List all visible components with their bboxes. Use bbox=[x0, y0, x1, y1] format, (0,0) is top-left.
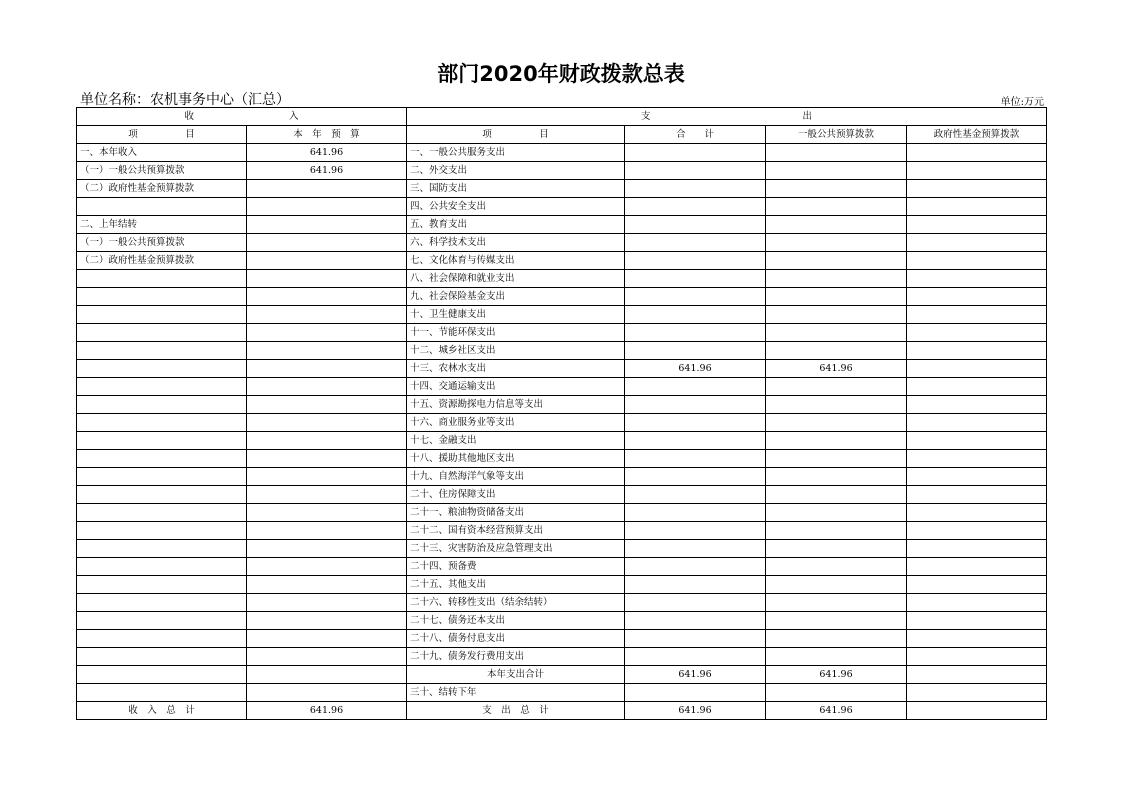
income-budget-cell bbox=[247, 324, 407, 342]
expense-item-cell: 二十三、灾害防治及应急管理支出 bbox=[407, 540, 625, 558]
expense-item-cell: 十五、资源勘探电力信息等支出 bbox=[407, 396, 625, 414]
expense-header: 支 出 bbox=[407, 108, 1047, 126]
total-cell bbox=[625, 612, 766, 630]
income-budget-cell bbox=[247, 414, 407, 432]
expense-item-cell: 七、文化体育与传媒支出 bbox=[407, 252, 625, 270]
fund-cell bbox=[907, 468, 1047, 486]
general-cell bbox=[766, 414, 907, 432]
income-total-value: 641.96 bbox=[247, 702, 407, 720]
expense-item-cell: 三、国防支出 bbox=[407, 180, 625, 198]
income-item-cell: （二）政府性基金预算拨款 bbox=[77, 180, 247, 198]
general-cell bbox=[766, 216, 907, 234]
general-header: 一般公共预算拨款 bbox=[766, 126, 907, 144]
table-row bbox=[77, 504, 1047, 522]
expense-item-cell: 二十九、债务发行费用支出 bbox=[407, 648, 625, 666]
general-cell bbox=[766, 450, 907, 468]
general-cell bbox=[766, 198, 907, 216]
expense-item-cell: 二十一、粮油物资储备支出 bbox=[407, 504, 625, 522]
fund-cell bbox=[907, 558, 1047, 576]
table-row bbox=[77, 630, 1047, 648]
income-budget-cell bbox=[247, 486, 407, 504]
general-cell bbox=[766, 594, 907, 612]
general-cell bbox=[766, 468, 907, 486]
income-budget-cell bbox=[247, 288, 407, 306]
total-cell bbox=[625, 270, 766, 288]
fund-cell bbox=[907, 414, 1047, 432]
expense-item-cell: 二十六、转移性支出（结余结转） bbox=[407, 594, 625, 612]
fund-cell bbox=[907, 684, 1047, 702]
page-title: 部门2020年财政拨款总表 bbox=[437, 62, 685, 86]
expense-item-cell: 九、社会保险基金支出 bbox=[407, 288, 625, 306]
general-cell bbox=[766, 378, 907, 396]
income-budget-cell bbox=[247, 306, 407, 324]
income-budget-cell: 641.96 bbox=[247, 162, 407, 180]
general-cell bbox=[766, 342, 907, 360]
income-budget-cell bbox=[247, 450, 407, 468]
income-item-cell: （二）政府性基金预算拨款 bbox=[77, 252, 247, 270]
fund-cell bbox=[907, 450, 1047, 468]
general-cell bbox=[766, 576, 907, 594]
fund-cell bbox=[907, 162, 1047, 180]
income-item-cell bbox=[77, 414, 247, 432]
expense-item-cell: 十九、自然海洋气象等支出 bbox=[407, 468, 625, 486]
table-row bbox=[77, 288, 1047, 306]
table-row bbox=[77, 180, 1047, 198]
fund-cell bbox=[907, 342, 1047, 360]
table-row bbox=[77, 198, 1047, 216]
table-row bbox=[77, 450, 1047, 468]
fund-cell bbox=[907, 540, 1047, 558]
income-budget-cell bbox=[247, 378, 407, 396]
total-cell bbox=[625, 486, 766, 504]
table-row bbox=[77, 558, 1047, 576]
general-cell bbox=[766, 558, 907, 576]
table-row bbox=[77, 342, 1047, 360]
income-item-header: 项 目 bbox=[77, 126, 247, 144]
expense-item-header: 项 目 bbox=[407, 126, 625, 144]
total-cell bbox=[625, 540, 766, 558]
general-cell bbox=[766, 288, 907, 306]
expense-item-cell: 一、一般公共服务支出 bbox=[407, 144, 625, 162]
income-item-cell bbox=[77, 378, 247, 396]
income-item-cell: （一）一般公共预算拨款 bbox=[77, 234, 247, 252]
fund-cell bbox=[907, 576, 1047, 594]
income-total-label: 收 入 总 计 bbox=[77, 702, 247, 720]
fund-cell bbox=[907, 144, 1047, 162]
budget-table bbox=[76, 107, 1047, 720]
expense-item-cell: 二十八、债务付息支出 bbox=[407, 630, 625, 648]
table-row bbox=[77, 414, 1047, 432]
expense-item-cell: 十三、农林水支出 bbox=[407, 360, 625, 378]
table-row bbox=[77, 648, 1047, 666]
total-header: 合 计 bbox=[625, 126, 766, 144]
table-row bbox=[77, 144, 1047, 162]
total-cell bbox=[625, 180, 766, 198]
total-cell bbox=[625, 576, 766, 594]
expense-item-cell: 二十、住房保障支出 bbox=[407, 486, 625, 504]
general-cell bbox=[766, 144, 907, 162]
expense-item-cell: 十二、城乡社区支出 bbox=[407, 342, 625, 360]
income-budget-cell bbox=[247, 360, 407, 378]
total-cell: 641.96 bbox=[625, 360, 766, 378]
fund-cell bbox=[907, 378, 1047, 396]
footer-total: 641.96 bbox=[625, 702, 766, 720]
income-item-cell bbox=[77, 432, 247, 450]
expense-item-cell: 二、外交支出 bbox=[407, 162, 625, 180]
general-cell bbox=[766, 504, 907, 522]
total-cell bbox=[625, 306, 766, 324]
fund-header: 政府性基金预算拨款 bbox=[907, 126, 1047, 144]
general-cell bbox=[766, 252, 907, 270]
table-row bbox=[77, 594, 1047, 612]
expense-item-cell: 十八、援助其他地区支出 bbox=[407, 450, 625, 468]
total-cell bbox=[625, 450, 766, 468]
expense-item-cell: 四、公共安全支出 bbox=[407, 198, 625, 216]
general-cell bbox=[766, 432, 907, 450]
income-budget-cell: 641.96 bbox=[247, 144, 407, 162]
income-budget-cell bbox=[247, 432, 407, 450]
table-row bbox=[77, 468, 1047, 486]
income-item-cell bbox=[77, 522, 247, 540]
general-cell bbox=[766, 396, 907, 414]
expense-item-cell: 十六、商业服务业等支出 bbox=[407, 414, 625, 432]
total-cell bbox=[625, 216, 766, 234]
total-cell bbox=[625, 684, 766, 702]
income-header: 收 入 bbox=[77, 108, 407, 126]
total-cell bbox=[625, 144, 766, 162]
table-row bbox=[77, 234, 1047, 252]
total-cell bbox=[625, 504, 766, 522]
income-budget-cell bbox=[247, 216, 407, 234]
income-item-cell bbox=[77, 306, 247, 324]
fund-cell bbox=[907, 270, 1047, 288]
table-row bbox=[77, 324, 1047, 342]
income-item-cell bbox=[77, 468, 247, 486]
general-cell bbox=[766, 630, 907, 648]
fund-cell bbox=[907, 396, 1047, 414]
total-cell bbox=[625, 234, 766, 252]
expense-item-cell: 十七、金融支出 bbox=[407, 432, 625, 450]
income-item-cell bbox=[77, 630, 247, 648]
fund-cell bbox=[907, 180, 1047, 198]
table-row bbox=[77, 360, 1047, 378]
income-budget-cell bbox=[247, 342, 407, 360]
expense-item-cell: 二十五、其他支出 bbox=[407, 576, 625, 594]
total-cell bbox=[625, 468, 766, 486]
income-item-cell bbox=[77, 396, 247, 414]
fund-cell bbox=[907, 216, 1047, 234]
header-row-sub bbox=[77, 126, 1047, 144]
total-cell bbox=[625, 252, 766, 270]
income-budget-cell bbox=[247, 504, 407, 522]
table-row bbox=[77, 216, 1047, 234]
income-item-cell bbox=[77, 684, 247, 702]
income-item-cell bbox=[77, 612, 247, 630]
fund-cell bbox=[907, 666, 1047, 684]
income-budget-cell bbox=[247, 558, 407, 576]
general-cell bbox=[766, 540, 907, 558]
header-row-top bbox=[77, 108, 1047, 126]
total-cell bbox=[625, 648, 766, 666]
income-item-cell: （一）一般公共预算拨款 bbox=[77, 162, 247, 180]
table-row bbox=[77, 522, 1047, 540]
income-item-cell bbox=[77, 450, 247, 468]
income-budget-cell bbox=[247, 594, 407, 612]
income-budget-cell bbox=[247, 468, 407, 486]
income-budget-cell bbox=[247, 576, 407, 594]
total-cell bbox=[625, 522, 766, 540]
fund-cell bbox=[907, 252, 1047, 270]
income-item-cell bbox=[77, 198, 247, 216]
general-cell bbox=[766, 612, 907, 630]
fund-cell bbox=[907, 504, 1047, 522]
income-budget-cell bbox=[247, 648, 407, 666]
income-budget-cell bbox=[247, 270, 407, 288]
total-cell bbox=[625, 432, 766, 450]
expense-item-cell: 二十七、债务还本支出 bbox=[407, 612, 625, 630]
fund-cell bbox=[907, 288, 1047, 306]
total-cell bbox=[625, 198, 766, 216]
income-budget-cell bbox=[247, 540, 407, 558]
table-row bbox=[77, 666, 1047, 684]
general-cell bbox=[766, 522, 907, 540]
table-row bbox=[77, 162, 1047, 180]
income-item-cell bbox=[77, 486, 247, 504]
table-row bbox=[77, 684, 1047, 702]
income-item-cell bbox=[77, 342, 247, 360]
unit-label: 单位:万元 bbox=[1000, 97, 1044, 108]
income-item-cell bbox=[77, 504, 247, 522]
general-cell bbox=[766, 162, 907, 180]
fund-cell bbox=[907, 324, 1047, 342]
income-item-cell bbox=[77, 270, 247, 288]
total-cell: 641.96 bbox=[625, 666, 766, 684]
income-item-cell: 二、上年结转 bbox=[77, 216, 247, 234]
expense-item-cell: 二十四、预备费 bbox=[407, 558, 625, 576]
expense-item-cell: 五、教育支出 bbox=[407, 216, 625, 234]
total-cell bbox=[625, 162, 766, 180]
total-cell bbox=[625, 630, 766, 648]
fund-cell bbox=[907, 612, 1047, 630]
fund-cell bbox=[907, 306, 1047, 324]
general-cell: 641.96 bbox=[766, 360, 907, 378]
income-item-cell bbox=[77, 540, 247, 558]
table-row bbox=[77, 252, 1047, 270]
income-budget-cell bbox=[247, 630, 407, 648]
income-budget-cell bbox=[247, 234, 407, 252]
fund-cell bbox=[907, 198, 1047, 216]
income-budget-header: 本 年 预 算 bbox=[247, 126, 407, 144]
table-row bbox=[77, 486, 1047, 504]
income-budget-cell bbox=[247, 180, 407, 198]
income-item-cell bbox=[77, 648, 247, 666]
total-cell bbox=[625, 342, 766, 360]
table-row bbox=[77, 612, 1047, 630]
unit-name: 单位名称：农机事务中心（汇总） bbox=[80, 92, 290, 108]
table-row bbox=[77, 270, 1047, 288]
general-cell bbox=[766, 486, 907, 504]
income-budget-cell bbox=[247, 396, 407, 414]
expense-item-cell: 六、科学技术支出 bbox=[407, 234, 625, 252]
expense-item-cell: 三十、结转下年 bbox=[407, 684, 625, 702]
total-cell bbox=[625, 594, 766, 612]
expense-item-cell: 八、社会保障和就业支出 bbox=[407, 270, 625, 288]
income-budget-cell bbox=[247, 252, 407, 270]
income-budget-cell bbox=[247, 684, 407, 702]
total-cell bbox=[625, 558, 766, 576]
general-cell bbox=[766, 270, 907, 288]
expense-item-cell: 十、卫生健康支出 bbox=[407, 306, 625, 324]
total-cell bbox=[625, 324, 766, 342]
general-cell bbox=[766, 234, 907, 252]
income-item-cell bbox=[77, 594, 247, 612]
income-item-cell: 一、本年收入 bbox=[77, 144, 247, 162]
general-cell bbox=[766, 684, 907, 702]
expense-total-label: 支 出 总 计 bbox=[407, 702, 625, 720]
total-cell bbox=[625, 396, 766, 414]
general-cell bbox=[766, 648, 907, 666]
general-cell bbox=[766, 324, 907, 342]
table-row bbox=[77, 378, 1047, 396]
fund-cell bbox=[907, 360, 1047, 378]
table-row bbox=[77, 540, 1047, 558]
income-budget-cell bbox=[247, 198, 407, 216]
fund-cell bbox=[907, 594, 1047, 612]
income-item-cell bbox=[77, 558, 247, 576]
total-cell bbox=[625, 288, 766, 306]
table-row bbox=[77, 432, 1047, 450]
income-item-cell bbox=[77, 288, 247, 306]
footer-general: 641.96 bbox=[766, 702, 907, 720]
fund-cell bbox=[907, 486, 1047, 504]
footer-row bbox=[77, 702, 1047, 720]
income-budget-cell bbox=[247, 666, 407, 684]
fund-cell bbox=[907, 522, 1047, 540]
income-budget-cell bbox=[247, 522, 407, 540]
expense-item-cell: 十四、交通运输支出 bbox=[407, 378, 625, 396]
fund-cell bbox=[907, 630, 1047, 648]
expense-item-cell: 十一、节能环保支出 bbox=[407, 324, 625, 342]
fund-cell bbox=[907, 432, 1047, 450]
fund-cell bbox=[907, 648, 1047, 666]
income-item-cell bbox=[77, 324, 247, 342]
table-row bbox=[77, 396, 1047, 414]
income-item-cell bbox=[77, 360, 247, 378]
general-cell bbox=[766, 306, 907, 324]
table-row bbox=[77, 576, 1047, 594]
expense-item-cell: 二十二、国有资本经营预算支出 bbox=[407, 522, 625, 540]
income-item-cell bbox=[77, 576, 247, 594]
fund-cell bbox=[907, 234, 1047, 252]
general-cell bbox=[766, 180, 907, 198]
table-row bbox=[77, 306, 1047, 324]
income-budget-cell bbox=[247, 612, 407, 630]
total-cell bbox=[625, 378, 766, 396]
total-cell bbox=[625, 414, 766, 432]
income-item-cell bbox=[77, 666, 247, 684]
expense-item-cell: 本年支出合计 bbox=[407, 666, 625, 684]
footer-fund bbox=[907, 702, 1047, 720]
general-cell: 641.96 bbox=[766, 666, 907, 684]
